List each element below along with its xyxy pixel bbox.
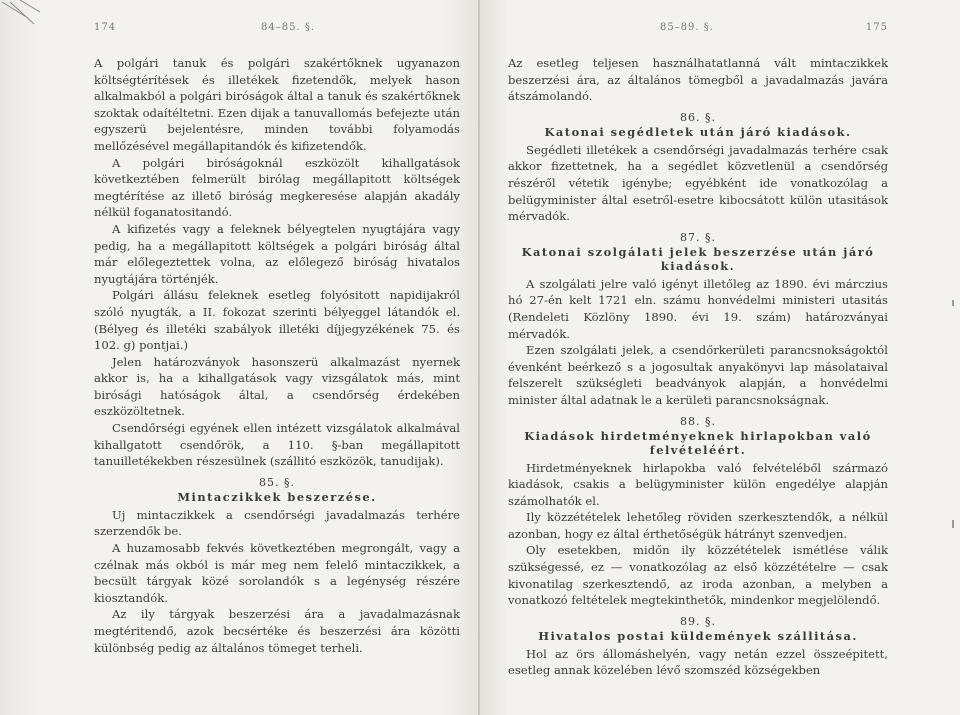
right-page-number: 175	[865, 22, 888, 33]
paragraph: Polgári állásu feleknek esetleg folyósitott napidijakról szóló nyugták, a II. fokozat szerinti bélyeggel látandók el. (Bélyeg és illetéki szabályok illetéki díjjegyzékének 75. és 102. g) pontjai.)	[94, 288, 460, 353]
section-number: 86. §.	[680, 110, 716, 124]
right-section-range: 85–89. §.	[659, 22, 714, 33]
paragraph: Az esetleg teljesen használhatatlanná vált mintaczikkek beszerzési ára, az általános tömegből a javadalmazás javára átszámolandó.	[508, 56, 888, 104]
page-edge-mark	[952, 520, 954, 528]
binding-thread-mark	[0, 0, 60, 30]
section-number: 88. §.	[680, 414, 716, 428]
section-title: Katonai szolgálati jelek beszerzése után járó kiadások.	[521, 244, 875, 273]
left-page-number: 174	[94, 22, 117, 33]
paragraph: A szolgálati jelre való igényt illetőleg az 1890. évi márczius hó 27-én kelt 1721 eln. számu honvédelmi ministeri utasitás (Rendeleti Közlöny 1890. évi 19. szám) határozványai mérvadók.	[508, 276, 888, 341]
right-body	[508, 55, 888, 679]
paragraph: Hirdetményeknek hirlapokba való felvételéből származó kiadások, csakis a belügyminister külön engedélye alapján számolhatók el.	[508, 460, 888, 508]
section-title: Katonai segédletek után járó kiadások.	[544, 124, 852, 139]
paragraph: A huzamosabb fekvés következtében megrongált, vagy a czélnak más okból is már meg nem felelő mintaczikkek, a becsült tárgyak közé sorolandók s a legénység részére kiosztandók.	[94, 541, 460, 605]
paragraph: A kifizetés vagy a feleknek bélyegtelen nyugtájára vagy pedig, ha a megállapitott költségek a polgári biróság által már előlegeztettek volna, az előlegező biróság hivatalos nyugtájára történjék.	[94, 221, 460, 286]
paragraph: A polgári tanuk és polgári szakértőknek ugyanazon költségtérítések és illetékek fizetendők, melyek hason alkalmakból a polgári biróságok által a tanuk és szakértőknek szoktak odaítéltetni. Ezen dijak a tanuvallomás befejezte után egyszerü bejelentésre, minden további folyamodás mellőzésével megállapitandók és kifizetendők.	[94, 56, 460, 153]
paragraph: Oly esetekben, midőn ily közzétételek ismétlése válik szükségessé, ez — vonatkozólag az első közzétételre — csak kivonatilag szerkesztendő, az iroda azonban, a melyben a vonatkozó feltételek megtekinthetők, mindenkor megjelölendő.	[508, 543, 888, 608]
right-running-head	[508, 22, 888, 33]
section-number: 89. §.	[680, 614, 716, 628]
right-page	[480, 0, 960, 715]
page-edge-mark	[952, 300, 954, 306]
left-running-head	[94, 22, 460, 33]
left-body-bottom	[94, 507, 460, 656]
paragraph: Jelen határozványok hasonszerü alkalmazást nyernek akkor is, ha a kihallgatások vagy vizsgálatok más, mint birósági hatóságok által, a csendőrség érdekében eszközöltetnek.	[94, 354, 460, 419]
paragraph: Hol az örs állomáshelyén, vagy netán ezzel összeépitett, esetleg annak közelében lévő szomszéd községekben	[508, 646, 888, 678]
left-body-top	[94, 55, 460, 470]
paragraph: Csendőrségi egyének ellen intézett vizsgálatok alkalmával kihallgatott csendőrök, a 110. §-ban megállapitott tanuilletékekben részesülnek (szállitó eszközök, tanudijak).	[94, 421, 460, 469]
section-title: Kiadások hirdetményeknek hirlapokban való felvételéért.	[524, 428, 872, 457]
paragraph: Segédleti illetékek a csendőrségi javadalmazás terhére csak akkor fizettetnek, ha a segédlet közvetlenül a csendőrség részéről vétetik igénybe; egyébként ide vonatkozólag a belügyminister által esetről-esetre kibocsátott külön utasitások mérvadók.	[508, 142, 888, 224]
paragraph: Az ily tárgyak beszerzési ára a javadalmazásnak megtéritendő, azok becsértéke és beszerzési ára közötti különbség pedig az általános tömeget terheli.	[94, 607, 460, 655]
left-section-range: 84–85. §.	[261, 22, 316, 33]
section-title: Hivatalos postai küldemények szállitása.	[538, 628, 858, 643]
paragraph: A polgári biróságoknál eszközölt kihallgatások következtében felmerült birólag megállapitott költségek megtérítése az illető biróság megkeresése alapján akadály nélkül foganatositandó.	[94, 155, 460, 220]
paragraph: Ezen szolgálati jelek, a csendőrkerületi parancsnokságoktól évenként beérkező s a jogosultak anyakönyvi lap másolataival felszerelt szükségleti beadványok alapján, a honvédelmi minister által adatnak le a kerületi parancsnokságnak.	[508, 343, 888, 407]
paragraph: Ily közzétételek lehetőleg röviden szerkesztendők, a nélkül azonban, hogy ez által érthetőségük hátrányt szenvedjen.	[508, 510, 888, 541]
section-number: 85. §.	[259, 475, 295, 489]
section-number: 87. §.	[680, 230, 716, 244]
paragraph: Uj mintaczikkek a csendőrségi javadalmazás terhére szerzendők be.	[94, 507, 460, 539]
section-title: Mintaczikkek beszerzése.	[177, 489, 377, 504]
